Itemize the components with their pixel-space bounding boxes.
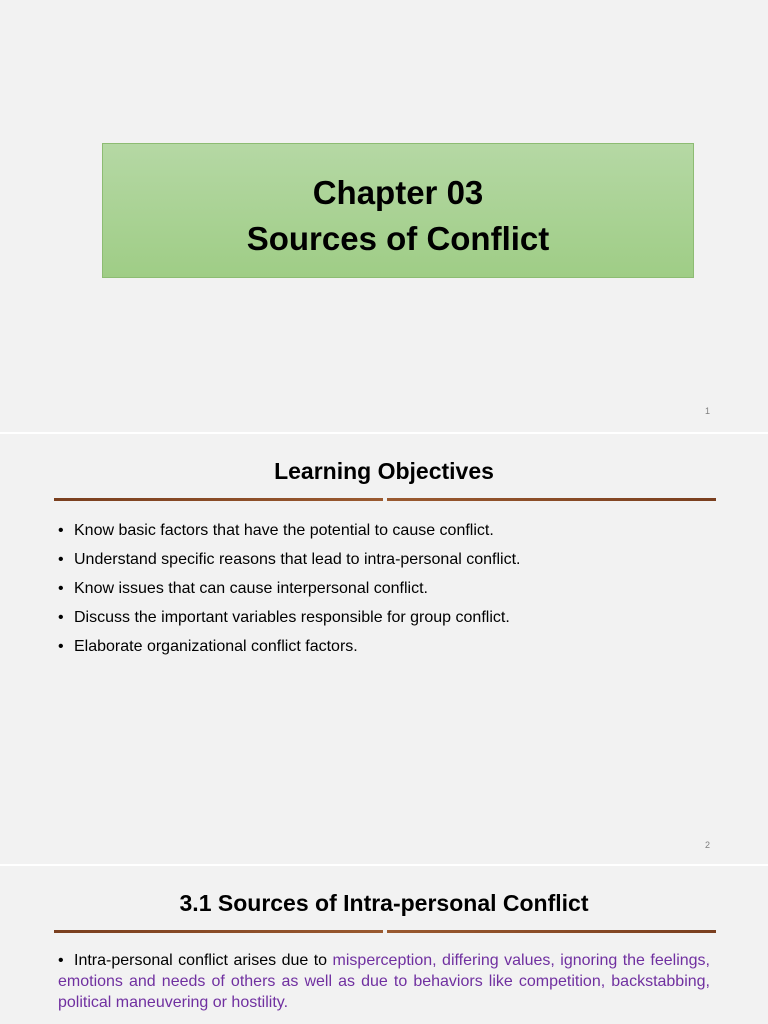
chapter-title-box xyxy=(102,143,694,278)
bullet-icon: • xyxy=(58,580,64,597)
list-item: • Discuss the important variables responsible for group conflict. xyxy=(58,603,520,632)
chapter-title: Sources of Conflict xyxy=(246,220,550,257)
heading-rule xyxy=(54,498,716,501)
slide-1 xyxy=(0,0,768,432)
list-item: • Know basic factors that have the potential to cause conflict. xyxy=(58,516,520,545)
slide-3 xyxy=(0,866,768,1024)
list-item: • Elaborate organizational conflict factors. xyxy=(58,632,520,661)
slide-2 xyxy=(0,434,768,864)
objectives-list xyxy=(58,516,520,661)
bullet-icon: • xyxy=(58,522,64,539)
list-item: • Understand specific reasons that lead to intra-personal conflict. xyxy=(58,545,520,574)
chapter-number: Chapter 03 xyxy=(312,174,484,211)
slide-heading: Learning Objectives xyxy=(274,458,494,484)
slide-heading: 3.1 Sources of Intra-personal Conflict xyxy=(179,890,589,916)
paragraph-intro: Intra-personal conflict arises due to xyxy=(74,952,333,969)
page-number: 1 xyxy=(704,406,710,416)
body-paragraph xyxy=(58,950,710,1013)
heading-rule xyxy=(54,930,716,933)
bullet-icon: • xyxy=(58,952,64,969)
list-item: • Know issues that can cause interpersonal conflict. xyxy=(58,574,520,603)
bullet-icon: • xyxy=(58,638,64,655)
bullet-icon: • xyxy=(58,609,64,626)
page-number: 2 xyxy=(704,840,710,850)
paragraph-highlight: misperception, differing values, ignoring the feelings, emotions and needs of others as well as due to behaviors like competition, backstabbing, political maneuvering or hostility. xyxy=(58,952,710,1011)
bullet-icon: • xyxy=(58,551,64,568)
